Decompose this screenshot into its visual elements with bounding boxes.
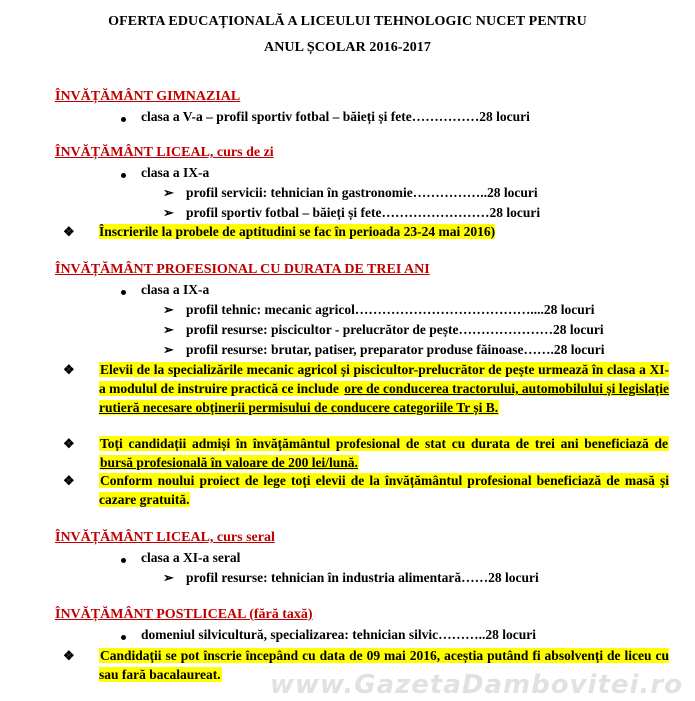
arrow-icon: ➢ (163, 342, 174, 357)
heading-profesional: ÎNVĂȚĂMÂNT PROFESIONAL CU DURATA DE TREI ANI (55, 262, 430, 277)
watermark: www.GazetaDambovitei.ro (270, 670, 683, 700)
bullet-icon (121, 173, 126, 178)
note-postliceal: Candidații se pot înscrie începând cu data de 09 mai 2016, aceștia putând fi absolvenți de liceu cu sau fară bacalaureat. (99, 648, 669, 682)
class-liceal-seral: clasa a XI-a seral (141, 550, 241, 565)
item-postliceal: domeniul silvicultură, specializarea: tehnician silvic………..28 locuri (141, 627, 536, 642)
heading-liceal-zi: ÎNVĂȚĂMÂNT LICEAL, curs de zi (55, 145, 274, 160)
star-bullet-icon: ❖ (63, 224, 75, 239)
star-bullet-icon: ❖ (63, 648, 75, 663)
arrow-icon: ➢ (163, 185, 174, 200)
profile-liceal-seral: profil resurse: tehnician în industria alimentară……28 locuri (186, 570, 539, 585)
class-profesional: clasa a IX-a (141, 282, 210, 297)
profile-liceal-zi-2: profil sportiv fotbal – băieți și fete……………………28 locuri (186, 205, 541, 220)
note-profesional-practica: Elevii de la specializările mecanic agricol și piscicultor-prelucrător de pește urmează în clasa a XI-a modulul de instruire practică ce include ore de conducerea tractorului, automobilului și legislație rutieră necesare obținerii permisului de conducere categoriile Tr și B. (99, 362, 669, 415)
profile-profesional-2: profil resurse: piscicultor - prelucrător de pește…………………28 locuri (186, 322, 604, 337)
document-title-line2: ANUL ȘCOLAR 2016-2017 (263, 40, 431, 55)
heading-gimnazial: ÎNVĂȚĂMÂNT GIMNAZIAL (55, 89, 241, 104)
profile-profesional-3: profil resurse: brutar, patiser, preparator produse făinoase…….28 locuri (186, 342, 605, 357)
arrow-icon: ➢ (163, 570, 174, 585)
star-bullet-icon: ❖ (63, 473, 75, 488)
arrow-icon: ➢ (163, 302, 174, 317)
profile-profesional-1: profil tehnic: mecanic agricol…………………………………....28 locuri (186, 302, 595, 317)
arrow-icon: ➢ (163, 205, 174, 220)
class-liceal-zi: clasa a IX-a (141, 165, 210, 180)
heading-liceal-seral: ÎNVĂȚĂMÂNT LICEAL, curs seral (55, 530, 275, 545)
bullet-icon (121, 290, 126, 295)
heading-postliceal: ÎNVĂȚĂMÂNT POSTLICEAL (fără taxă) (55, 607, 313, 622)
arrow-icon: ➢ (163, 322, 174, 337)
item-gimnazial: clasa a V-a – profil sportiv fotbal – băieți și fete……………28 locuri (141, 109, 530, 124)
note-profesional-masa: Conform noului proiect de lege toți elevii de la învățământul profesional beneficiază de masă și cazare gratuită. (99, 473, 669, 507)
bullet-icon (121, 117, 126, 122)
document-title-line1: OFERTA EDUCAȚIONALĂ A LICEULUI TEHNOLOGIC NUCET PENTRU (108, 14, 587, 29)
note-liceal-zi: Înscrierile la probele de aptitudini se fac în perioada 23-24 mai 2016) (99, 224, 496, 239)
note-profesional-bursa: Toți candidații admiși în învățământul profesional de stat cu durata de trei ani beneficiază de bursă profesională în valoare de 200 lei/lună. (100, 436, 668, 470)
profile-liceal-zi-1: profil servicii: tehnician în gastronomie……………..28 locuri (186, 185, 538, 200)
star-bullet-icon: ❖ (63, 436, 75, 451)
bullet-icon (121, 635, 126, 640)
bullet-icon (121, 558, 126, 563)
star-bullet-icon: ❖ (63, 362, 75, 377)
